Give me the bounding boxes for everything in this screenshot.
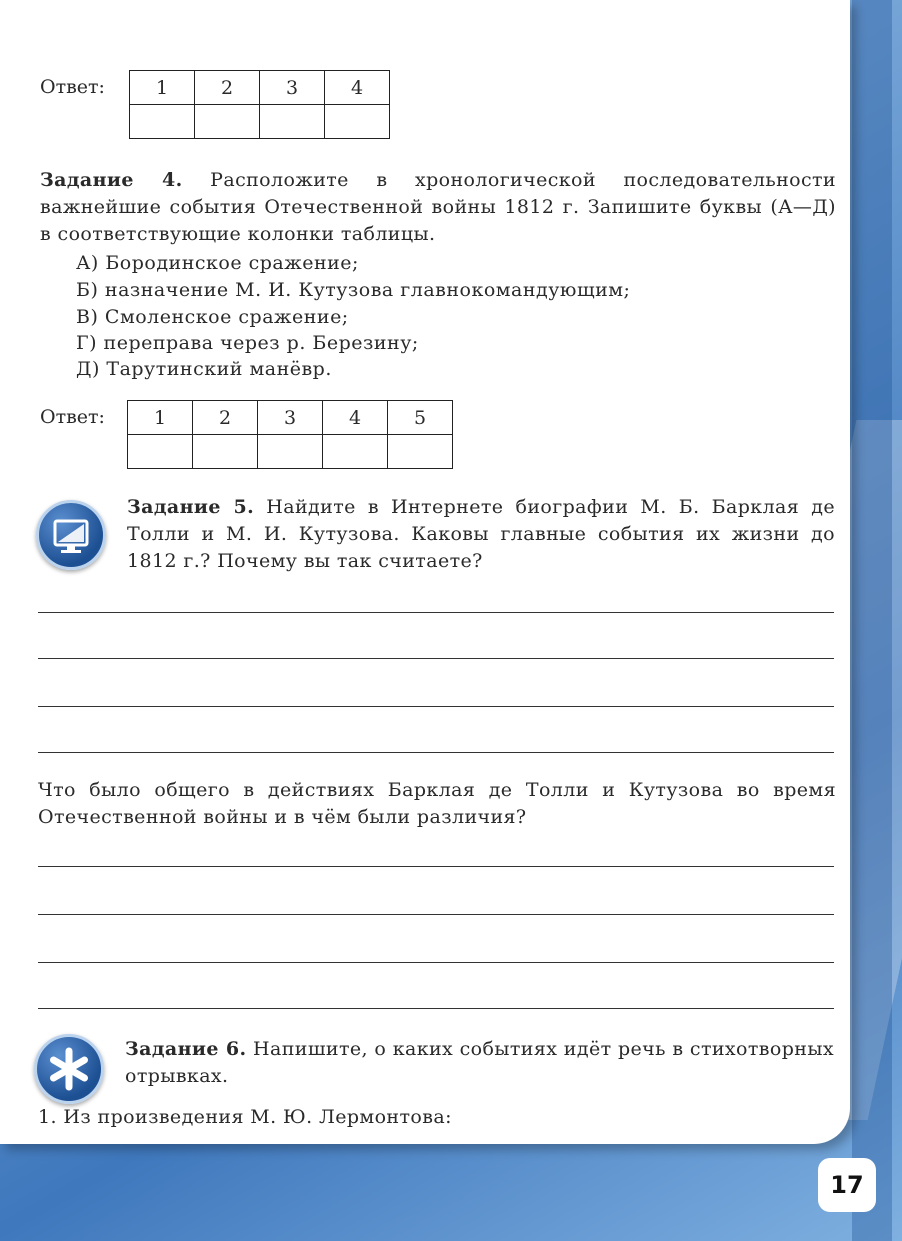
task-4-paragraph [40,167,836,248]
answer-line[interactable] [38,866,834,867]
task-5-paragraph [127,494,835,575]
table-header-cell: 5 [388,401,453,435]
answer-cell[interactable] [388,435,453,469]
task-6-text: Напишите, о каких событиях идёт речь в стихотворных отрывках. [125,1038,834,1087]
list-item: В) Смоленское сражение; [76,306,349,328]
table-header-cell: 3 [258,401,323,435]
answer-line[interactable] [38,658,834,659]
answer-cell[interactable] [260,105,325,139]
table-header-cell: 4 [325,71,390,105]
answer-line[interactable] [38,752,834,753]
answer-cell[interactable] [325,105,390,139]
background-stripe [852,0,892,1241]
answer-label: Ответ: [40,406,105,428]
question-text: Что было общего в действиях Барклая де Толли и Кутузова во время Отечественной войны и в чём были различия? [38,779,836,828]
task-6-paragraph [125,1036,834,1090]
table-header-cell: 2 [193,401,258,435]
answer-cell[interactable] [130,105,195,139]
answer-label: Ответ: [40,76,105,98]
subitem-1: 1. Из произведения М. Ю. Лермонтова: [38,1106,452,1128]
task-5-text: Найдите в Интернете биографии М. Б. Барклая де Толли и М. И. Кутузова. Каковы главные события их жизни до 1812 г.? Почему вы так считаете? [127,496,835,572]
list-item: Б) назначение М. И. Кутузова главнокомандующим; [76,279,631,301]
table-header-cell: 1 [128,401,193,435]
list-item: Г) переправа через р. Березину; [76,332,419,354]
answer-cell[interactable] [258,435,323,469]
table-header-cell: 3 [260,71,325,105]
table-header-cell: 1 [130,71,195,105]
answer-line[interactable] [38,914,834,915]
page-number: 17 [818,1158,876,1212]
task-4-title: Задание 4. [40,169,183,191]
task-6-title: Задание 6. [125,1038,247,1060]
task-5-title: Задание 5. [127,496,255,518]
answer-cell[interactable] [195,105,260,139]
monitor-icon [36,500,106,570]
answer-cell[interactable] [193,435,258,469]
answer-line[interactable] [38,612,834,613]
table-header-cell: 4 [323,401,388,435]
answer-line[interactable] [38,1008,834,1009]
table-header-cell: 2 [195,71,260,105]
answer-table-2 [127,400,453,469]
task-4-text: Расположите в хронологической последовательности важнейшие события Отечественной войны 1812 г. Запишите буквы (А—Д) в соответствующие колонки таблицы. [40,169,836,245]
asterisk-icon [34,1034,104,1104]
answer-line[interactable] [38,962,834,963]
list-item: А) Бородинское сражение; [76,252,359,274]
list-item: Д) Тарутинский манёвр. [76,358,332,380]
answer-line[interactable] [38,706,834,707]
answer-cell[interactable] [128,435,193,469]
answer-cell[interactable] [323,435,388,469]
answer-table-1 [129,70,390,139]
